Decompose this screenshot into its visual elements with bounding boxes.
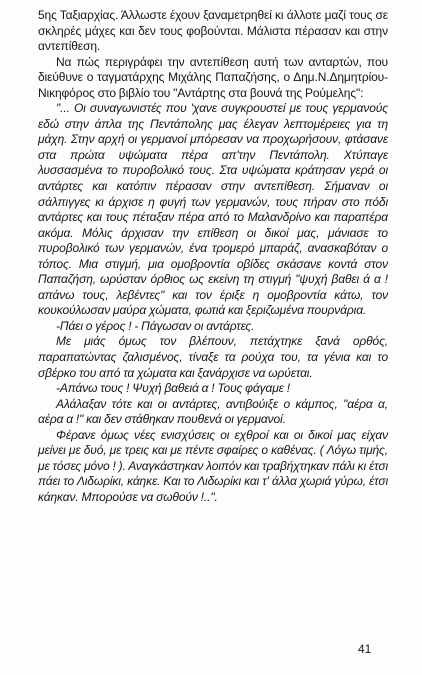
paragraph-8: Φέρανε όμως νέες ενισχύσεις οι εχθροί και οι δικοί μας είχαν μείνει με δυό, με τρεις και με πέντε σφαίρες ο καθένας. ( Λόγω τιμής, με τόσες μόνο ! ). Αναγκάστηκαν λοιπόν και τραβήχτηκαν πάλι κι έτσι πάει το Λιδωρίκι, κάηκε. Και το Λιδωρίκι και τ' άλλα χωριά γύρω, έτσι κάηκαν. Μπορούσε να σωθούν !..". [38, 427, 388, 504]
paragraph-2: Να πώς περιγράφει την αντεπίθεση αυτή των ανταρτών, που διεύθυνε ο ταγματάρχης Μιχάλης Παπαζήσης, ο Δημ.Ν.Δημητρίου- Νικηφόρος στο βιβλίο του "Αντάρτης στα βουνά της Ρούμελης": [38, 54, 388, 100]
paragraph-4: -Πάει ο γέρος ! - Πάγωσαν οι αντάρτες. [56, 318, 255, 333]
paragraph-6: -Απάνω τους ! Ψυχή βαθειά α ! Τους φάγαμε ! [56, 381, 290, 396]
paragraph-1: 5ης Ταξιαρχίας. Άλλωστε έχουν ξαναμετρηθεί κι άλλοτε μαζί τους σε σκληρές μάχες και δεν τους φοβούνται. Μάλιστα πέρασαν και στην αντεπίθεση. [38, 8, 388, 54]
paragraph-5: Με μιάς όμως τον βλέπουν, πετάχτηκε ξανά ορθός, παραπατώντας ζαλισμένος, τίναξε τα ρούχα του, τα γένια και το σβέρκο του από τα χώματα και ξανάρχισε να ωρύεται. [38, 334, 388, 380]
page-number: 41 [358, 642, 372, 656]
paragraph-7: Αλάλαξαν τότε και οι αντάρτες, αντιβούιξε ο κάμπος, "αέρα α, αέρα α !" και δεν στάθηκαν πουθενά οι γερμανοί. [38, 396, 388, 427]
paragraph-3: "... Οι συναγωνιστές που 'χανε συγκρουστεί με τους γερμανούς εδώ στην άπλα της Πεντάπολης μας έλεγαν λεπτομέρειες για τη μάχη. Στην αρχή οι γερμανοί μπόρεσαν να προχωρήσουν, φτάσανε στα πρώτα υψώματα πέρα απ'την Πεντάπολη. Χτύπαγε λυσσασμένα το πυροβολικό τους. Στα υψώματα κράτησαν γερά οι αντάρτες και κατόπιν πέρασαν στην αντεπίθεση. Σήμαναν οι σάλπιγγες κι άρχισε η φυγή των γερμανών, τους πήραν στο πόδι αντάρτες και τους πέταξαν πέρα από το Μαλανδρίνο και παραπέρα ακόμα. Μόλις άρχισαν την επίθεση οι δικοί μας, μάνιασε το πυροβολικό των γερμανών, ένα τρομερό μπαράζ, ανασκαβόταν ο τόπος. Μια στιγμή, μια ομοβροντία οβίδες σκάσανε κοντά στον Παπαζήση, ωρύσταν όρθιος ως εκείνη τη στιγμή "ψυχή βαθει ά α ! απάνω τους, λεβέντες" και τον έριξε η ομοβροντία κάτω, τον κουκούλωσαν μαύρα χώματα, φωτιά και ξεριζωμένα πουρνάρια. [38, 101, 388, 318]
page-text [38, 8, 388, 506]
